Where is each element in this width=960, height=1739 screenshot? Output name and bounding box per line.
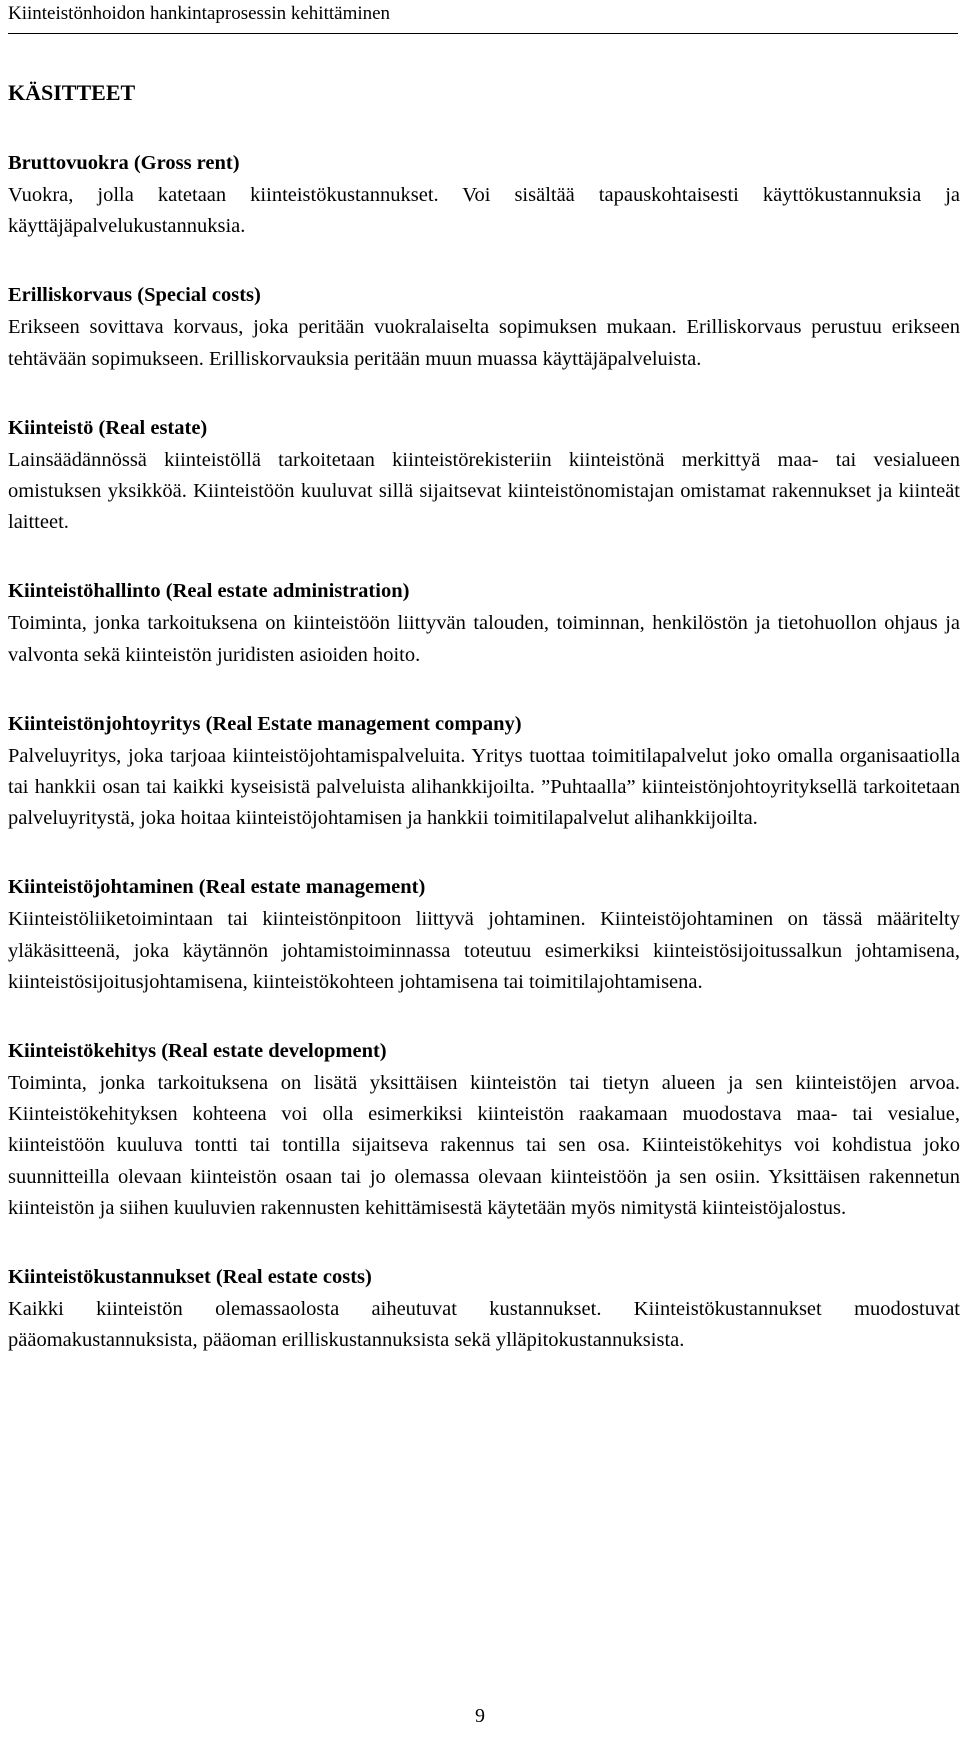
term-erilliskorvaus	[8, 279, 960, 374]
term-kiinteistohallinto	[8, 575, 960, 670]
term-title: Erilliskorvaus (Special costs)	[8, 284, 261, 307]
term-kiinteistonjohtoyritys	[8, 708, 960, 835]
term-bruttovuokra	[8, 147, 960, 242]
term-definition: Kaikki kiinteistön olemassaolosta aiheutuvat kustannukset. Kiinteistökustannukset muodostuvat pääomakustannuksista, pääoman erilliskustannuksista sekä ylläpitokustannuksista.	[8, 1298, 960, 1352]
term-title: Kiinteistönjohtoyritys (Real Estate management company)	[8, 712, 522, 735]
term-kiinteistokustannukset	[8, 1261, 960, 1356]
term-definition: Kiinteistöliiketoimintaan tai kiinteistönpitoon liittyvä johtaminen. Kiinteistöjohtaminen on tässä määritelty yläkäsitteenä, joka käytännön johtamistoiminnassa toteutuu esimerkiksi kiinteistösijoitussalkun johtamisena, kiinteistösijoitusjohtamisena, kiinteistökohteen johtamisena tai toimitilajohtamisena.	[8, 908, 960, 993]
term-title: Kiinteistökehitys (Real estate development)	[8, 1040, 387, 1063]
term-kiinteisto	[8, 412, 960, 539]
term-title: Bruttovuokra (Gross rent)	[8, 152, 240, 174]
term-definition: Toiminta, jonka tarkoituksena on lisätä yksittäisen kiinteistön tai tietyn alueen ja sen kiinteistöjen arvoa. Kiinteistökehityksen kohteena voi olla esimerkiksi kiinteistön raakamaan muodostava maa- tai vesialue, kiinteistöön kuuluva tontti tai tontilla sijaitseva rakennus tai sen osa. Kiinteistökehitys voi kohdistua joko suunnitteilla olevaan kiinteistön osaan tai jo olemassa olevaan kiinteistöön ja sen osiin. Yksittäisen rakennetun kiinteistön ja siihen kuuluvien rakennusten kehittämisestä käytetään myös nimitystä kiinteistöjalostus.	[8, 1072, 960, 1219]
term-title: Kiinteistökustannukset (Real estate costs)	[8, 1266, 372, 1289]
running-header: Kiinteistönhoidon hankintaprosessin kehittäminen	[8, 3, 391, 24]
term-definition: Erikseen sovittava korvaus, joka peritään vuokralaiselta sopimuksen mukaan. Erilliskorvaus perustuu erikseen tehtävään sopimukseen. Erilliskorvauksia peritään muun muassa käyttäjäpalveluista.	[8, 316, 960, 370]
term-definition: Palveluyritys, joka tarjoaa kiinteistöjohtamispalveluita. Yritys tuottaa toimitilapalvelut joko omalla organisaatiolla tai hankkii osan tai kaikki kyseisistä palveluista alihankkijoilta. ”Puhtaalla” kiinteistönjohtoyrityksellä tarkoitetaan palveluyritystä, joka hoitaa kiinteistöjohtamisen ja hankkii toimitilapalvelut alihankkijoilta.	[8, 744, 960, 830]
definitions-list	[8, 147, 960, 1393]
term-kiinteistojohtaminen	[8, 871, 960, 998]
term-title: Kiinteistö (Real estate)	[8, 416, 208, 439]
term-definition: Toiminta, jonka tarkoituksena on kiinteistöön liittyvän talouden, toiminnan, henkilöstön ja tietohuollon ohjaus ja valvonta sekä kiinteistön juridisten asioiden hoito.	[8, 612, 960, 666]
term-title: Kiinteistöjohtaminen (Real estate management)	[8, 876, 426, 899]
term-definition: Vuokra, jolla katetaan kiinteistökustannukset. Voi sisältää tapauskohtaisesti käyttökustannuksia ja käyttäjäpalvelukustannuksia.	[8, 184, 960, 238]
term-title: Kiinteistöhallinto (Real estate administration)	[8, 580, 410, 603]
page-number: 9	[475, 1705, 485, 1727]
term-definition: Lainsäädännössä kiinteistöllä tarkoitetaan kiinteistörekisteriin kiinteistönä merkittyä maa- tai vesialueen omistuksen yksikköä. Kiinteistöön kuuluvat sillä sijaitsevat kiinteistönomistajan omistamat rakennukset ja kiinteät laitteet.	[8, 448, 960, 534]
header-rule	[8, 33, 958, 34]
section-title: KÄSITTEET	[8, 80, 136, 105]
term-kiinteistokehitys	[8, 1035, 960, 1224]
